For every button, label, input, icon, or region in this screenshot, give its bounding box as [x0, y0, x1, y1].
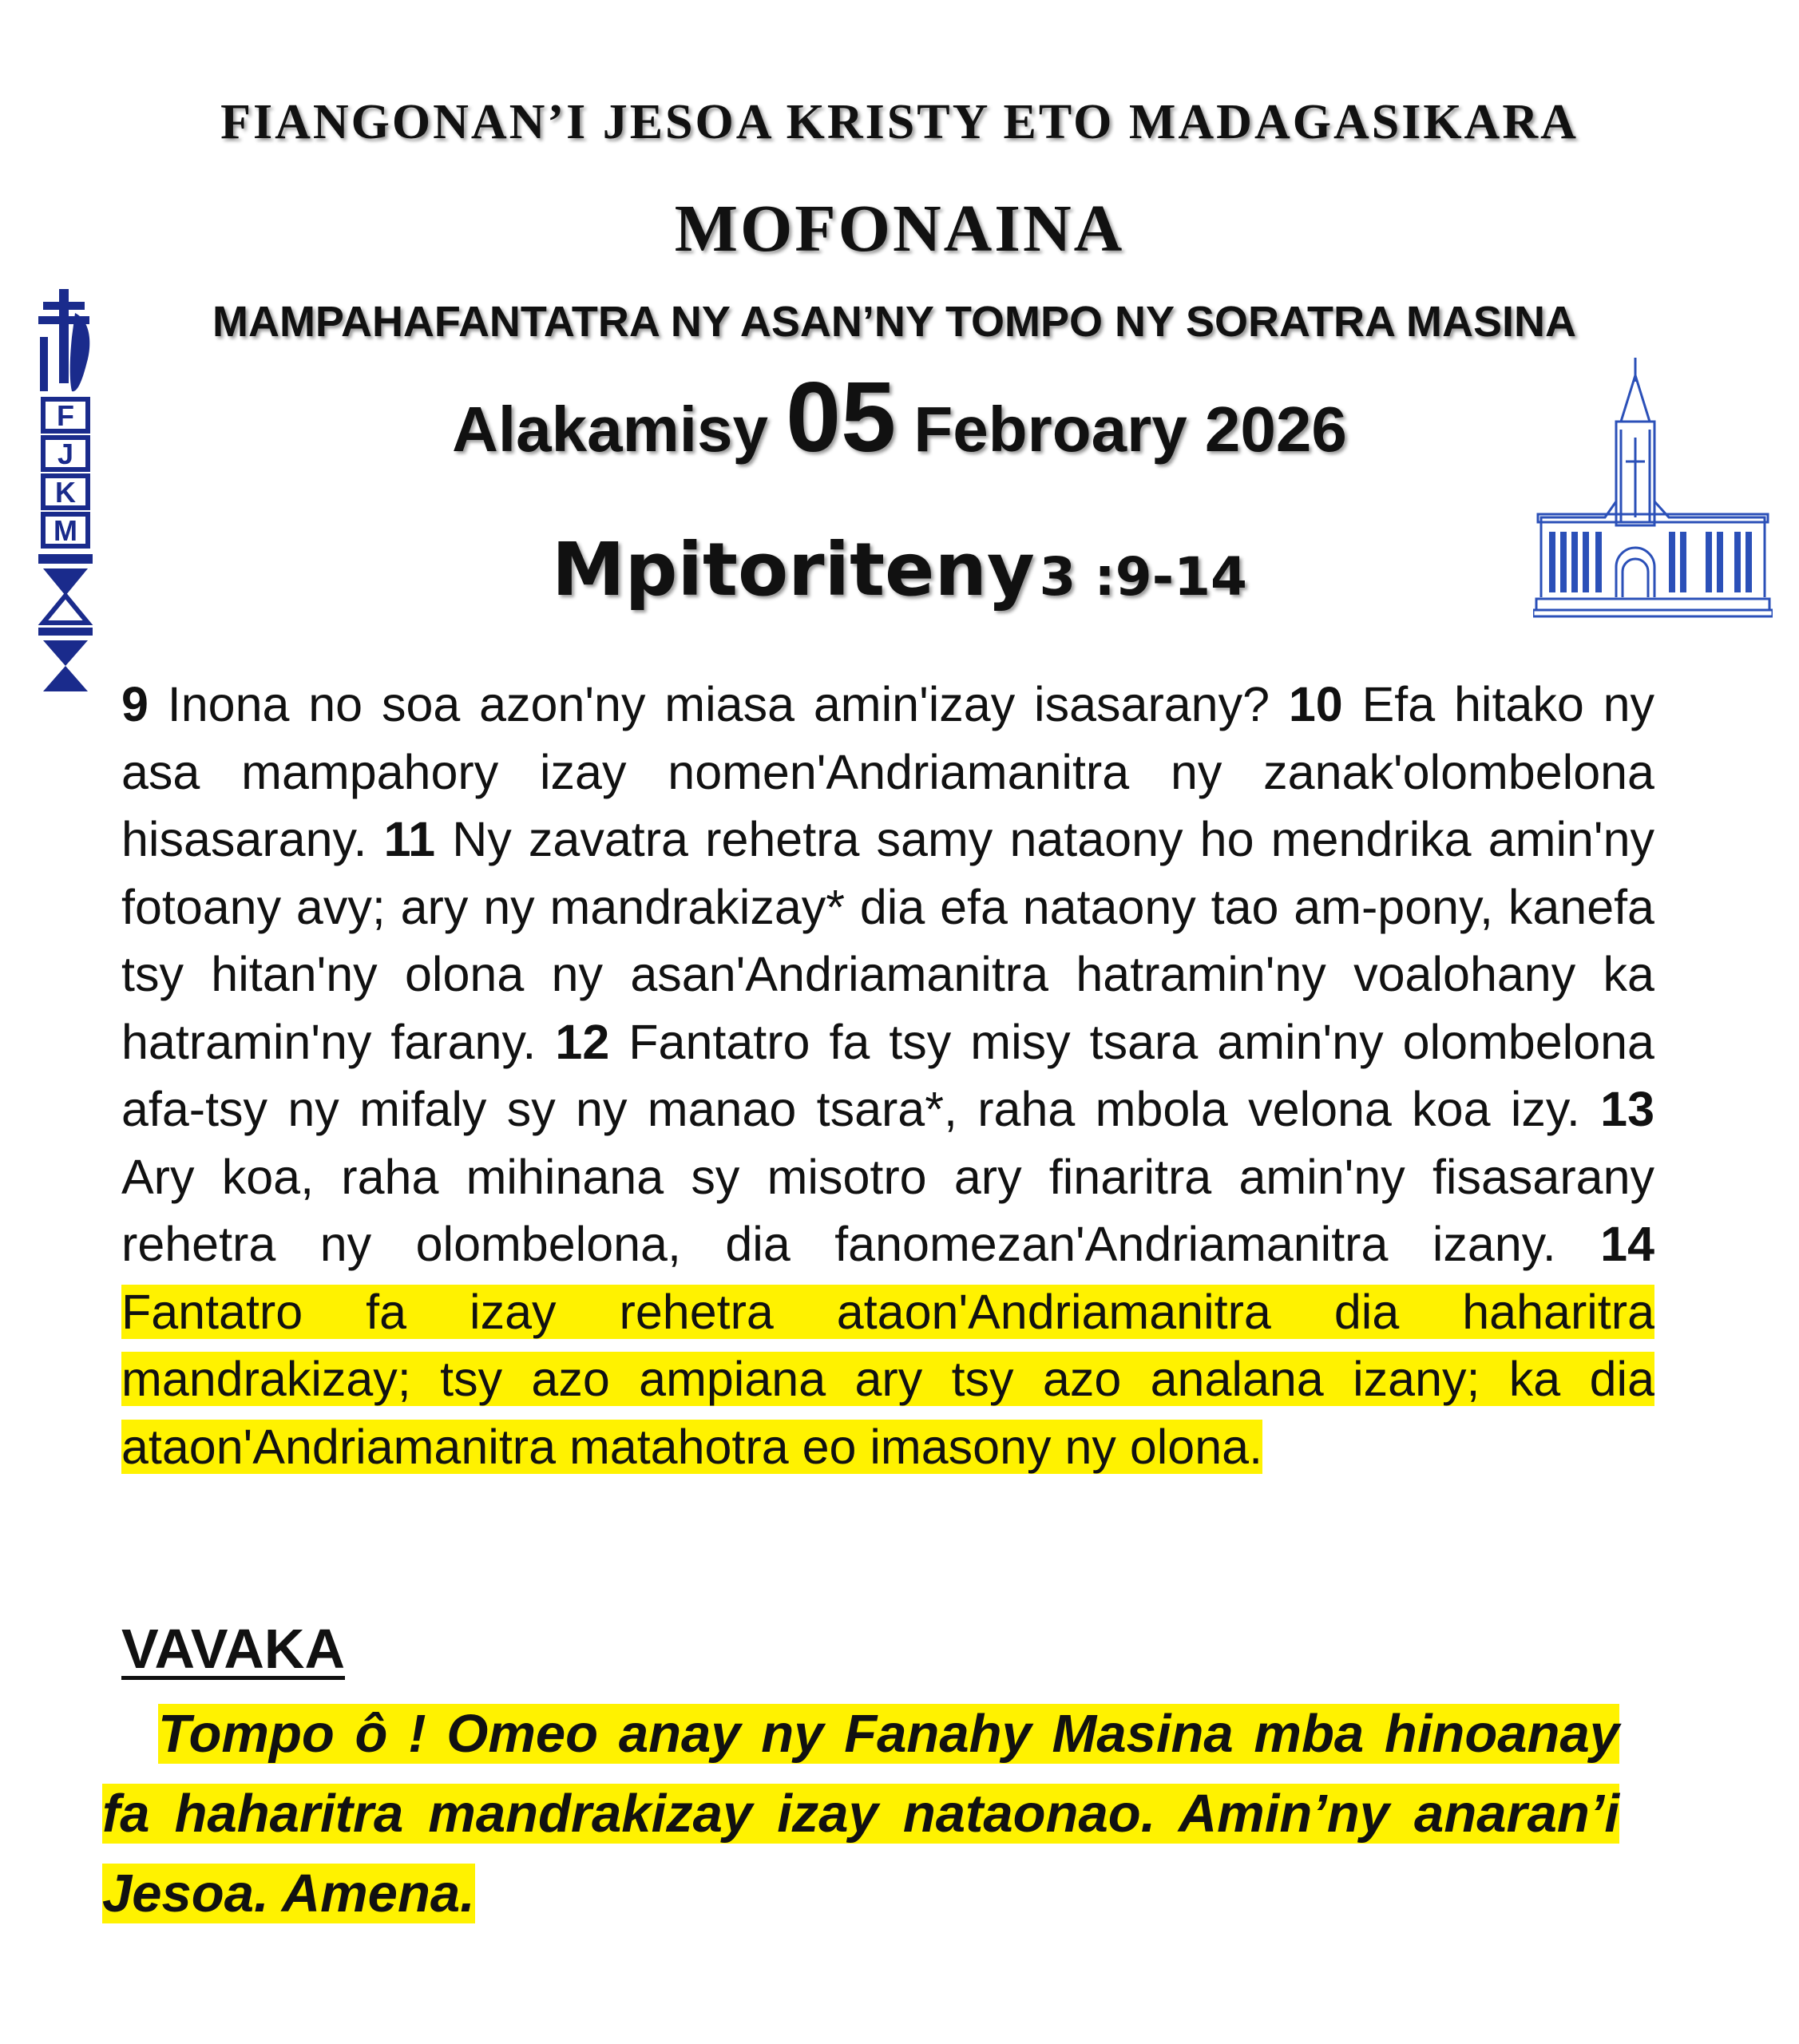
date-line [0, 361, 1799, 474]
verse-range: 3 :9-14 [1039, 546, 1247, 608]
verse-number: 12 [555, 1014, 610, 1069]
prayer-text: Tompo ô ! Omeo anay ny Fanahy Masina mba hinoanay fa haharitra mandrakizay izay nataonao. Amin’ny anaran’i Jesoa. Amena. [102, 1704, 1619, 1923]
logo-letter-m: M [53, 514, 77, 547]
date-month-year: Febroary 2026 [913, 394, 1347, 465]
verse-number: 11 [383, 812, 436, 866]
verse-number: 13 [1600, 1082, 1654, 1136]
date-day: 05 [786, 362, 897, 473]
scripture-passage [121, 671, 1654, 1480]
verse-text: Ny zavatra rehetra samy nataony ho mendrika amin'ny fotoany avy; ary ny mandrakizay* dia efa nataony tao am-pony, kanefa tsy hitan'ny olona ny asan'Andriamanitra hatramin'ny voalohany ka hatramin'ny farany. [121, 812, 1654, 1069]
prayer-heading: VAVAKA [121, 1618, 345, 1680]
book-name: Mpitoriteny [552, 527, 1035, 612]
date-weekday: Alakamisy [452, 394, 768, 465]
verse-text: Efa hitako ny asa mampahory izay nomen'Andriamanitra ny zanak'olombelona hisasarany. [121, 677, 1655, 866]
page-subtitle: MAMPAHAFANTATRA NY ASAN’NY TOMPO NY SORATRA MASINA [212, 298, 1577, 346]
verse-text: Inona no soa azon'ny miasa amin'izay isasarany? [148, 677, 1289, 731]
verse-number: 14 [1600, 1217, 1654, 1271]
verse-text: Fantatro fa tsy misy tsara amin'ny olombelona afa-tsy ny mifaly sy ny manao tsara*, raha mbola velona koa izy. [121, 1014, 1654, 1136]
verse-number: 9 [121, 677, 149, 731]
logo-letter-k: K [55, 476, 76, 509]
church-building-icon [1533, 358, 1773, 655]
prayer-text-block [102, 1694, 1619, 1934]
fjkm-logo-icon [35, 289, 115, 696]
logo-letter-j: J [57, 438, 74, 470]
highlighted-verse: Fantatro fa izay rehetra ataon'Andriamanitra dia haharitra mandrakizay; tsy azo ampiana ary tsy azo analana izany; ka dia ataon'Andriamanitra matahotra eo imasony ny olona. [121, 1284, 1654, 1474]
church-name: FIANGONAN’I JESOA KRISTY ETO MADAGASIKARA [220, 95, 1579, 149]
verse-number: 10 [1288, 677, 1343, 731]
page-title: MOFONAINA [674, 192, 1125, 266]
verse-text: Ary koa, raha mihinana sy misotro ary finaritra amin'ny fisasarany rehetra ny olombelona, dia fanomezan'Andriamanitra izany. [121, 1149, 1654, 1271]
scripture-reference [0, 527, 1799, 612]
logo-letter-f: F [57, 399, 74, 432]
